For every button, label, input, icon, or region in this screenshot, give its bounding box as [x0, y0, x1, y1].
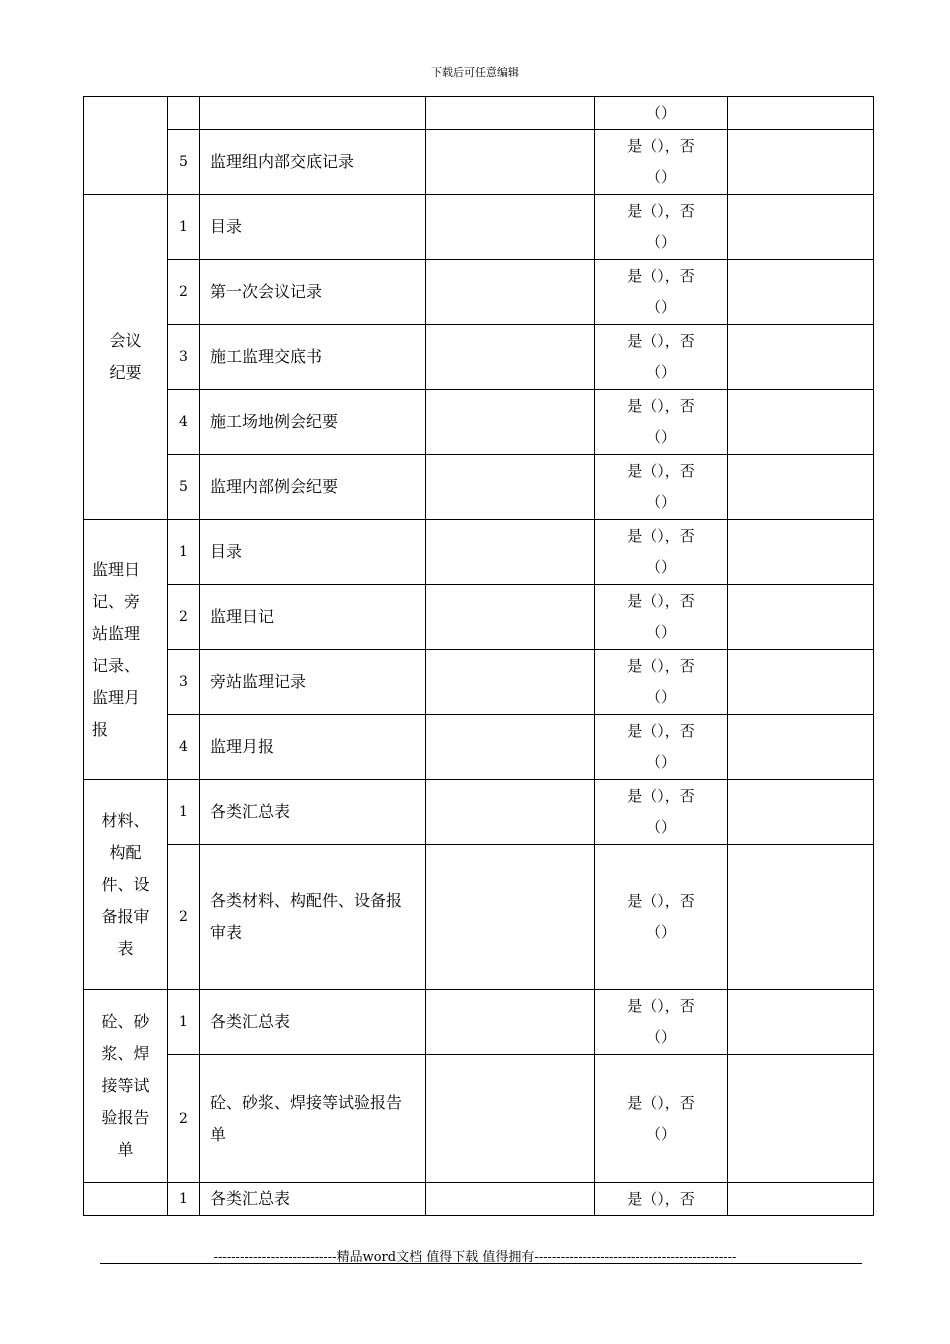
- row-number: 1: [168, 195, 200, 260]
- check-cell: [595, 650, 728, 715]
- check-cell: [595, 990, 728, 1055]
- table-row: [84, 585, 874, 650]
- item-name: 施工场地例会纪要: [200, 390, 426, 455]
- table-row: [84, 325, 874, 390]
- blank-cell: [426, 390, 595, 455]
- item-name: 目录: [200, 520, 426, 585]
- category-label: 材料、 构配 件、设 备报审 表: [101, 810, 150, 958]
- check-cell: [595, 390, 728, 455]
- category-cell: [84, 990, 168, 1183]
- remark-cell: [728, 520, 874, 585]
- remark-cell: [728, 130, 874, 195]
- check-no-option: （）: [645, 363, 676, 381]
- blank-cell: [426, 195, 595, 260]
- check-no-option: （）: [645, 688, 676, 706]
- category-cell: [84, 97, 168, 195]
- category-label: 砼、砂 浆、焊 接等试 验报告 单: [101, 1012, 150, 1159]
- table-row: [84, 195, 874, 260]
- check-cell: [595, 455, 728, 520]
- remark-cell: [728, 780, 874, 845]
- item-name: 各类汇总表: [200, 990, 426, 1055]
- check-cell: [595, 1183, 728, 1216]
- remark-cell: [728, 390, 874, 455]
- archive-checklist-table: [83, 96, 874, 1216]
- check-cell: [595, 1055, 728, 1183]
- check-cell: [595, 325, 728, 390]
- remark-cell: [728, 260, 874, 325]
- check-yes-option: 是（），否: [627, 787, 695, 805]
- table-row: [84, 845, 874, 990]
- check-yes-option: 是（），否: [627, 462, 695, 480]
- item-name: 监理内部例会纪要: [200, 455, 426, 520]
- check-cell: [595, 130, 728, 195]
- item-name: [200, 1055, 426, 1183]
- table-row: [84, 1055, 874, 1183]
- check-no-option: （）: [645, 298, 676, 316]
- check-yes-option: 是（），否: [627, 397, 695, 415]
- row-number: 1: [168, 520, 200, 585]
- row-number: 2: [168, 585, 200, 650]
- item-name: 第一次会议记录: [200, 260, 426, 325]
- check-cell: [595, 195, 728, 260]
- item-name: [200, 845, 426, 990]
- row-number: 2: [168, 1055, 200, 1183]
- row-number: 1: [168, 1183, 200, 1216]
- check-yes-option: 是（），否: [627, 1093, 695, 1112]
- blank-cell: [426, 650, 595, 715]
- remark-cell: [728, 1183, 874, 1216]
- check-no-option: （）: [645, 1028, 676, 1046]
- blank-cell: [426, 780, 595, 845]
- category-label: 会议 纪要: [109, 331, 142, 382]
- check-yes-option: 是（），否: [627, 592, 695, 610]
- table-row: [84, 97, 874, 130]
- check-yes-option: 是（），否: [627, 657, 695, 675]
- table-row: [84, 390, 874, 455]
- remark-cell: [728, 97, 874, 130]
- table-row: [84, 1183, 874, 1216]
- page-header: 下载后可任意编辑: [431, 66, 519, 79]
- remark-cell: [728, 195, 874, 260]
- item-name: 监理月报: [200, 715, 426, 780]
- item-name: 各类汇总表: [200, 780, 426, 845]
- check-yes-option: 是（），否: [627, 722, 695, 740]
- check-no-option: （）: [645, 233, 676, 251]
- row-number: 4: [168, 390, 200, 455]
- blank-cell: [426, 1183, 595, 1216]
- row-number: 5: [168, 130, 200, 195]
- table-row: [84, 260, 874, 325]
- item-name: 各类汇总表: [200, 1183, 426, 1216]
- table-row: [84, 650, 874, 715]
- blank-cell: [426, 325, 595, 390]
- check-no-option: （）: [645, 493, 676, 511]
- blank-cell: [426, 845, 595, 990]
- blank-cell: [426, 715, 595, 780]
- category-cell: [84, 1183, 168, 1216]
- check-cell: [595, 97, 728, 130]
- remark-cell: [728, 715, 874, 780]
- row-number: 1: [168, 990, 200, 1055]
- row-number: 5: [168, 455, 200, 520]
- footer-divider: [100, 1263, 862, 1264]
- check-no-option: （）: [645, 923, 676, 941]
- item-name: 监理组内部交底记录: [200, 130, 426, 195]
- table-row: [84, 130, 874, 195]
- row-number: 2: [168, 845, 200, 990]
- check-cell: [595, 260, 728, 325]
- remark-cell: [728, 990, 874, 1055]
- table-row: [84, 990, 874, 1055]
- table-row: [84, 455, 874, 520]
- category-cell: [84, 780, 168, 990]
- row-number: 4: [168, 715, 200, 780]
- item-label: 砼、砂浆、焊接等试验报告 单: [210, 1092, 403, 1144]
- table-row: [84, 715, 874, 780]
- check-no-option: （）: [645, 168, 676, 186]
- row-number: 3: [168, 650, 200, 715]
- row-number: 1: [168, 780, 200, 845]
- check-cell: [595, 780, 728, 845]
- row-number: [168, 97, 200, 130]
- check-yes-option: 是（），否: [627, 137, 695, 155]
- blank-cell: [426, 130, 595, 195]
- check-yes-option: 是（），否: [627, 892, 695, 910]
- blank-cell: [426, 520, 595, 585]
- item-label: 各类材料、构配件、设备报 审表: [210, 891, 403, 942]
- check-cell: [595, 520, 728, 585]
- item-name: 旁站监理记录: [200, 650, 426, 715]
- category-cell: [84, 520, 168, 780]
- check-yes-option: 是（），否: [627, 1189, 695, 1208]
- check-cell: [595, 585, 728, 650]
- page-footer: ----------------------------精品word文档 值得下载 值得拥有----------------------------------------------: [213, 1250, 737, 1265]
- item-name: 监理日记: [200, 585, 426, 650]
- check-cell: [595, 845, 728, 990]
- blank-cell: [426, 585, 595, 650]
- check-yes-option: 是（），否: [627, 202, 695, 220]
- check-yes-option: 是（），否: [627, 527, 695, 545]
- category-cell: [84, 195, 168, 520]
- check-yes-option: 是（），否: [627, 997, 695, 1015]
- check-no-option: （）: [645, 104, 676, 122]
- table-row: [84, 780, 874, 845]
- check-no-option: （）: [645, 1124, 676, 1143]
- remark-cell: [728, 650, 874, 715]
- blank-cell: [426, 990, 595, 1055]
- row-number: 2: [168, 260, 200, 325]
- item-name: [200, 97, 426, 130]
- check-yes-option: 是（），否: [627, 267, 695, 285]
- remark-cell: [728, 1055, 874, 1183]
- row-number: 3: [168, 325, 200, 390]
- blank-cell: [426, 1055, 595, 1183]
- blank-cell: [426, 97, 595, 130]
- remark-cell: [728, 845, 874, 990]
- blank-cell: [426, 260, 595, 325]
- category-label: 监理日 记、旁 站监理 记录、 监理月 报: [92, 559, 141, 739]
- blank-cell: [426, 455, 595, 520]
- check-no-option: （）: [645, 753, 676, 771]
- check-yes-option: 是（），否: [627, 332, 695, 350]
- remark-cell: [728, 455, 874, 520]
- check-no-option: （）: [645, 818, 676, 836]
- remark-cell: [728, 325, 874, 390]
- remark-cell: [728, 585, 874, 650]
- check-no-option: （）: [645, 428, 676, 446]
- item-name: 目录: [200, 195, 426, 260]
- table-row: [84, 520, 874, 585]
- check-no-option: （）: [645, 558, 676, 576]
- check-no-option: （）: [645, 623, 676, 641]
- item-name: 施工监理交底书: [200, 325, 426, 390]
- check-cell: [595, 715, 728, 780]
